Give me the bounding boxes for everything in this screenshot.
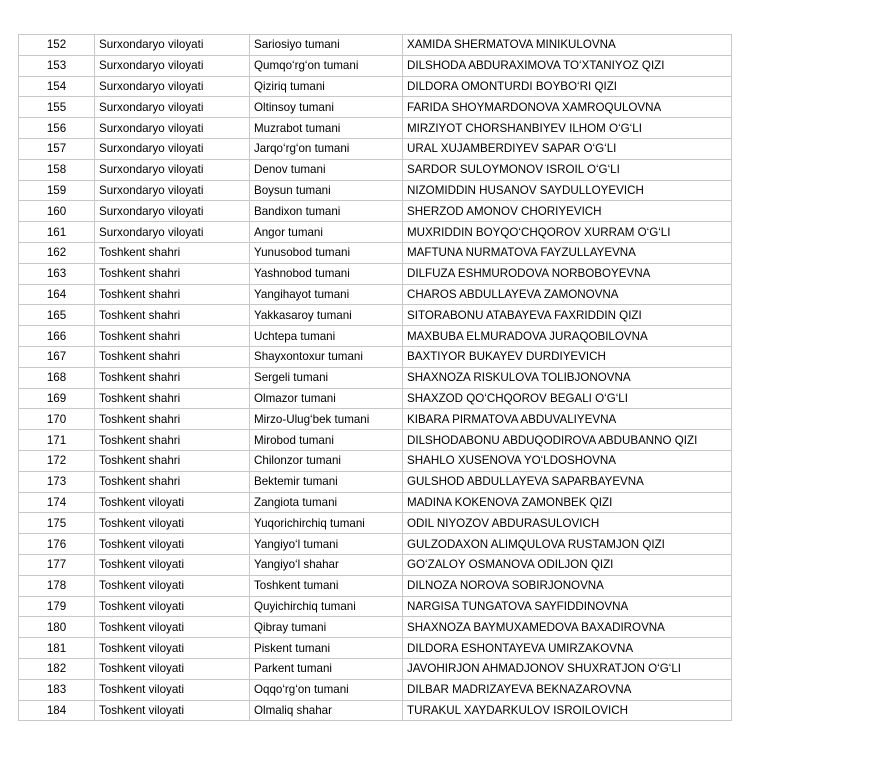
district-cell: Angor tumani xyxy=(250,222,403,243)
district-cell: Bektemir tumani xyxy=(250,471,403,492)
region-cell: Surxondaryo viloyati xyxy=(95,138,250,159)
region-cell: Toshkent shahri xyxy=(95,242,250,263)
district-cell: Zangiota tumani xyxy=(250,492,403,513)
table-body xyxy=(19,35,732,721)
region-cell: Surxondaryo viloyati xyxy=(95,97,250,118)
region-cell: Toshkent shahri xyxy=(95,388,250,409)
table-row xyxy=(19,596,732,617)
region-cell: Toshkent viloyati xyxy=(95,638,250,659)
table-row xyxy=(19,700,732,721)
person-name-cell: DILSHODABONU ABDUQODIROVA ABDUBANNO QIZI xyxy=(403,430,732,451)
row-number-cell: 168 xyxy=(19,367,95,388)
district-cell: Yuqorichirchiq tumani xyxy=(250,513,403,534)
person-name-cell: ODIL NIYOZOV ABDURASULOVICH xyxy=(403,513,732,534)
person-name-cell: CHAROS ABDULLAYEVA ZAMONOVNA xyxy=(403,284,732,305)
region-cell: Surxondaryo viloyati xyxy=(95,201,250,222)
person-name-cell: FARIDA SHOYMARDONOVA XAMROQULOVNA xyxy=(403,97,732,118)
district-cell: Bandixon tumani xyxy=(250,201,403,222)
district-cell: Muzrabot tumani xyxy=(250,118,403,139)
row-number-cell: 161 xyxy=(19,222,95,243)
table-row xyxy=(19,534,732,555)
row-number-cell: 173 xyxy=(19,471,95,492)
table-row xyxy=(19,471,732,492)
table-row xyxy=(19,138,732,159)
district-cell: Yangiyo‘l shahar xyxy=(250,554,403,575)
table-row xyxy=(19,55,732,76)
row-number-cell: 171 xyxy=(19,430,95,451)
table-row xyxy=(19,222,732,243)
person-name-cell: SHAXZOD QO‘CHQOROV BEGALI O‘G‘LI xyxy=(403,388,732,409)
person-name-cell: GULSHOD ABDULLAYEVA SAPARBAYEVNA xyxy=(403,471,732,492)
row-number-cell: 156 xyxy=(19,118,95,139)
region-cell: Surxondaryo viloyati xyxy=(95,180,250,201)
table-row xyxy=(19,284,732,305)
table-row xyxy=(19,554,732,575)
district-cell: Sergeli tumani xyxy=(250,367,403,388)
district-cell: Yangihayot tumani xyxy=(250,284,403,305)
table-row xyxy=(19,305,732,326)
region-cell: Toshkent viloyati xyxy=(95,534,250,555)
table-row xyxy=(19,346,732,367)
district-cell: Parkent tumani xyxy=(250,658,403,679)
person-name-cell: GO‘ZALOY OSMANOVA ODILJON QIZI xyxy=(403,554,732,575)
row-number-cell: 167 xyxy=(19,346,95,367)
table-row xyxy=(19,263,732,284)
region-cell: Toshkent viloyati xyxy=(95,679,250,700)
person-name-cell: MAFTUNA NURMATOVA FAYZULLAYEVNA xyxy=(403,242,732,263)
person-name-cell: MUXRIDDIN BOYQO‘CHQOROV XURRAM O‘G‘LI xyxy=(403,222,732,243)
region-cell: Toshkent shahri xyxy=(95,346,250,367)
person-name-cell: XAMIDA SHERMATOVA MINIKULOVNA xyxy=(403,35,732,56)
row-number-cell: 177 xyxy=(19,554,95,575)
region-cell: Toshkent shahri xyxy=(95,471,250,492)
person-name-cell: BAXTIYOR BUKAYEV DURDIYEVICH xyxy=(403,346,732,367)
region-cell: Surxondaryo viloyati xyxy=(95,159,250,180)
region-cell: Toshkent shahri xyxy=(95,263,250,284)
document-page xyxy=(18,34,731,721)
region-cell: Toshkent shahri xyxy=(95,430,250,451)
row-number-cell: 184 xyxy=(19,700,95,721)
region-cell: Toshkent shahri xyxy=(95,450,250,471)
district-cell: Yangiyo‘l tumani xyxy=(250,534,403,555)
table-row xyxy=(19,450,732,471)
table-row xyxy=(19,242,732,263)
person-name-cell: SITORABONU ATABAYEVA FAXRIDDIN QIZI xyxy=(403,305,732,326)
row-number-cell: 158 xyxy=(19,159,95,180)
row-number-cell: 181 xyxy=(19,638,95,659)
row-number-cell: 165 xyxy=(19,305,95,326)
row-number-cell: 180 xyxy=(19,617,95,638)
table-row xyxy=(19,617,732,638)
district-cell: Quyichirchiq tumani xyxy=(250,596,403,617)
region-cell: Toshkent shahri xyxy=(95,326,250,347)
region-cell: Toshkent shahri xyxy=(95,284,250,305)
table-row xyxy=(19,118,732,139)
region-cell: Surxondaryo viloyati xyxy=(95,222,250,243)
district-cell: Qibray tumani xyxy=(250,617,403,638)
region-cell: Toshkent viloyati xyxy=(95,658,250,679)
person-name-cell: JAVOHIRJON AHMADJONOV SHUXRATJON O‘G‘LI xyxy=(403,658,732,679)
row-number-cell: 169 xyxy=(19,388,95,409)
staff-table xyxy=(18,34,732,721)
table-row xyxy=(19,638,732,659)
region-cell: Toshkent viloyati xyxy=(95,617,250,638)
person-name-cell: SHAHLO XUSENOVA YO‘LDOSHOVNA xyxy=(403,450,732,471)
district-cell: Yakkasaroy tumani xyxy=(250,305,403,326)
region-cell: Toshkent viloyati xyxy=(95,575,250,596)
person-name-cell: SHAXNOZA RISKULOVA TOLIBJONOVNA xyxy=(403,367,732,388)
region-cell: Toshkent shahri xyxy=(95,409,250,430)
district-cell: Sariosiyo tumani xyxy=(250,35,403,56)
person-name-cell: URAL XUJAMBERDIYEV SAPAR O‘G‘LI xyxy=(403,138,732,159)
row-number-cell: 157 xyxy=(19,138,95,159)
table-row xyxy=(19,201,732,222)
region-cell: Surxondaryo viloyati xyxy=(95,118,250,139)
region-cell: Toshkent viloyati xyxy=(95,513,250,534)
district-cell: Mirzo-Ulug‘bek tumani xyxy=(250,409,403,430)
district-cell: Olmazor tumani xyxy=(250,388,403,409)
table-row xyxy=(19,367,732,388)
table-row xyxy=(19,430,732,451)
region-cell: Toshkent viloyati xyxy=(95,596,250,617)
table-row xyxy=(19,575,732,596)
person-name-cell: DILSHODA ABDURAXIMOVA TO‘XTANIYOZ QIZI xyxy=(403,55,732,76)
row-number-cell: 179 xyxy=(19,596,95,617)
district-cell: Piskent tumani xyxy=(250,638,403,659)
row-number-cell: 163 xyxy=(19,263,95,284)
person-name-cell: NIZOMIDDIN HUSANOV SAYDULLOYEVICH xyxy=(403,180,732,201)
region-cell: Toshkent viloyati xyxy=(95,554,250,575)
table-row xyxy=(19,679,732,700)
region-cell: Toshkent viloyati xyxy=(95,700,250,721)
district-cell: Chilonzor tumani xyxy=(250,450,403,471)
row-number-cell: 155 xyxy=(19,97,95,118)
table-row xyxy=(19,76,732,97)
district-cell: Toshkent tumani xyxy=(250,575,403,596)
table-row xyxy=(19,409,732,430)
district-cell: Oqqo‘rg‘on tumani xyxy=(250,679,403,700)
person-name-cell: TURAKUL XAYDARKULOV ISROILOVICH xyxy=(403,700,732,721)
person-name-cell: MAXBUBA ELMURADOVA JURAQOBILOVNA xyxy=(403,326,732,347)
row-number-cell: 170 xyxy=(19,409,95,430)
district-cell: Yashnobod tumani xyxy=(250,263,403,284)
region-cell: Surxondaryo viloyati xyxy=(95,76,250,97)
person-name-cell: DILBAR MADRIZAYEVA BEKNAZAROVNA xyxy=(403,679,732,700)
row-number-cell: 182 xyxy=(19,658,95,679)
row-number-cell: 160 xyxy=(19,201,95,222)
row-number-cell: 154 xyxy=(19,76,95,97)
row-number-cell: 174 xyxy=(19,492,95,513)
row-number-cell: 172 xyxy=(19,450,95,471)
district-cell: Yunusobod tumani xyxy=(250,242,403,263)
row-number-cell: 153 xyxy=(19,55,95,76)
district-cell: Olmaliq shahar xyxy=(250,700,403,721)
row-number-cell: 152 xyxy=(19,35,95,56)
person-name-cell: DILNOZA NOROVA SOBIRJONOVNA xyxy=(403,575,732,596)
table-row xyxy=(19,492,732,513)
person-name-cell: MADINA KOKENOVA ZAMONBEK QIZI xyxy=(403,492,732,513)
person-name-cell: SARDOR SULOYMONOV ISROIL O‘G‘LI xyxy=(403,159,732,180)
person-name-cell: SHAXNOZA BAYMUXAMEDOVA BAXADIROVNA xyxy=(403,617,732,638)
person-name-cell: KIBARA PIRMATOVA ABDUVALIYEVNA xyxy=(403,409,732,430)
row-number-cell: 183 xyxy=(19,679,95,700)
district-cell: Qiziriq tumani xyxy=(250,76,403,97)
row-number-cell: 176 xyxy=(19,534,95,555)
region-cell: Toshkent viloyati xyxy=(95,492,250,513)
row-number-cell: 164 xyxy=(19,284,95,305)
region-cell: Surxondaryo viloyati xyxy=(95,35,250,56)
person-name-cell: GULZODAXON ALIMQULOVA RUSTAMJON QIZI xyxy=(403,534,732,555)
table-row xyxy=(19,658,732,679)
region-cell: Toshkent shahri xyxy=(95,305,250,326)
region-cell: Toshkent shahri xyxy=(95,367,250,388)
district-cell: Uchtepa tumani xyxy=(250,326,403,347)
table-row xyxy=(19,388,732,409)
table-row xyxy=(19,159,732,180)
district-cell: Oltinsoy tumani xyxy=(250,97,403,118)
table-row xyxy=(19,97,732,118)
table-row xyxy=(19,180,732,201)
district-cell: Denov tumani xyxy=(250,159,403,180)
table-row xyxy=(19,35,732,56)
district-cell: Qumqo‘rg‘on tumani xyxy=(250,55,403,76)
person-name-cell: SHERZOD AMONOV CHORIYEVICH xyxy=(403,201,732,222)
row-number-cell: 166 xyxy=(19,326,95,347)
person-name-cell: MIRZIYOT CHORSHANBIYEV ILHOM O‘G‘LI xyxy=(403,118,732,139)
table-row xyxy=(19,513,732,534)
table-row xyxy=(19,326,732,347)
district-cell: Mirobod tumani xyxy=(250,430,403,451)
person-name-cell: DILDORA ESHONTAYEVA UMIRZAKOVNA xyxy=(403,638,732,659)
district-cell: Boysun tumani xyxy=(250,180,403,201)
region-cell: Surxondaryo viloyati xyxy=(95,55,250,76)
person-name-cell: DILFUZA ESHMURODOVA NORBOBOYEVNA xyxy=(403,263,732,284)
row-number-cell: 178 xyxy=(19,575,95,596)
row-number-cell: 162 xyxy=(19,242,95,263)
row-number-cell: 159 xyxy=(19,180,95,201)
district-cell: Jarqo‘rg‘on tumani xyxy=(250,138,403,159)
district-cell: Shayxontoxur tumani xyxy=(250,346,403,367)
row-number-cell: 175 xyxy=(19,513,95,534)
person-name-cell: DILDORA OMONTURDI BOYBO‘RI QIZI xyxy=(403,76,732,97)
person-name-cell: NARGISA TUNGATOVA SAYFIDDINOVNA xyxy=(403,596,732,617)
